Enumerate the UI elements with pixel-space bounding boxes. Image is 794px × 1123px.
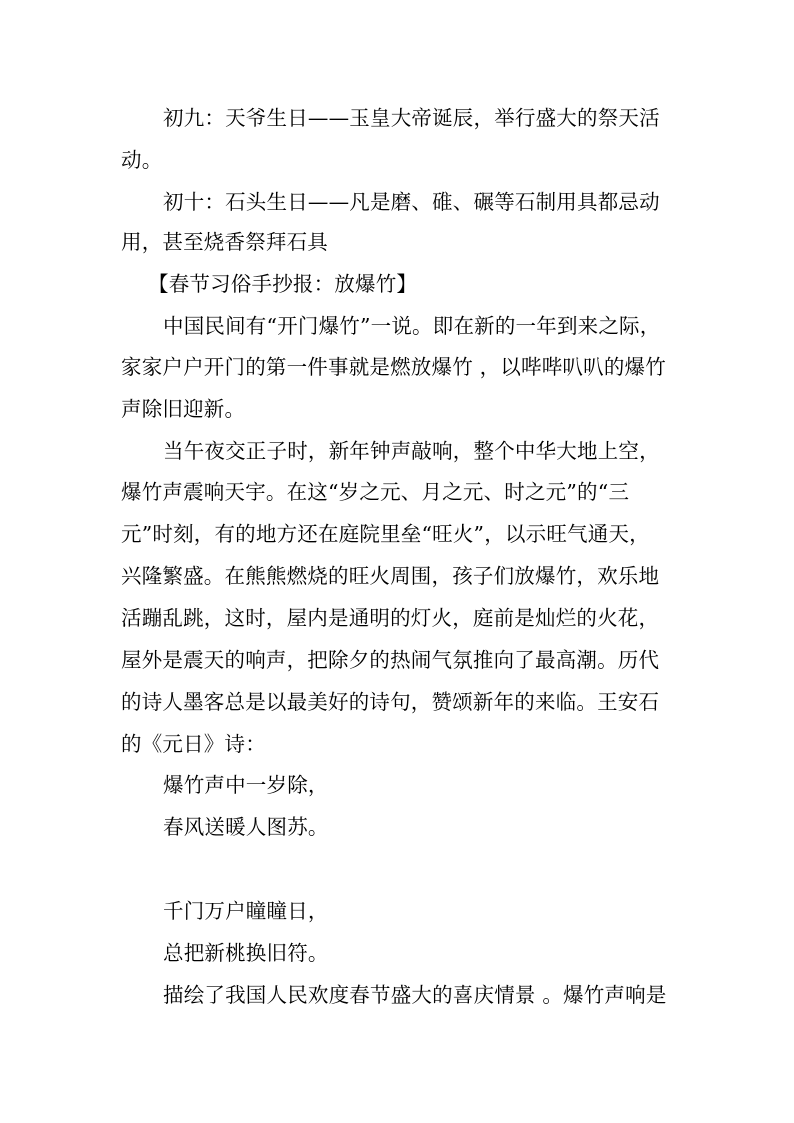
- paragraph-day10-line2: 用，甚至烧香祭拜石具: [121, 230, 328, 254]
- paragraph-midnight-line4: 兴隆繁盛。在熊熊燃烧的旺火周围，孩子们放爆竹，欢乐地: [121, 564, 660, 588]
- paragraph-midnight-line2: 爆竹声震响天宇。在这“岁之元、月之元、时之元”的“三: [121, 480, 630, 504]
- paragraph-midnight-line7: 的诗人墨客总是以最美好的诗句，赞颂新年的来临。王安石: [121, 690, 660, 714]
- paragraph-midnight-line6: 屋外是震天的响声，把除夕的热闹气氛推向了最高潮。历代: [121, 648, 660, 672]
- paragraph-midnight-line1: 当午夜交正子时，新年钟声敲响，整个中华大地上空，: [163, 439, 660, 463]
- paragraph-midnight-line5: 活蹦乱跳，这时，屋内是通明的灯火，庭前是灿烂的火花，: [121, 606, 660, 630]
- poem-line-1: 爆竹声中一岁除，: [163, 773, 329, 797]
- paragraph-day10-line1: 初十：石头生日——凡是磨、碓、碾等石制用具都忌动: [163, 190, 660, 214]
- poem-line-3: 千门万户瞳瞳日，: [163, 899, 329, 923]
- poem-line-4: 总把新桃换旧符。: [163, 941, 329, 965]
- paragraph-firecrackers-line2: 家家户户开门的第一件事就是燃放爆竹 ，以哔哔叭叭的爆竹: [121, 355, 666, 379]
- section-heading: 【春节习俗手抄报：放爆竹】: [148, 272, 418, 296]
- paragraph-day9-line2: 动。: [121, 148, 163, 172]
- paragraph-closing-line1: 描绘了我国人民欢度春节盛大的喜庆情景 。爆竹声响是: [163, 983, 667, 1007]
- paragraph-firecrackers-line1: 中国民间有“开门爆竹”一说。即在新的一年到来之际，: [163, 314, 661, 338]
- paragraph-midnight-line3: 元”时刻，有的地方还在庭院里垒“旺火”，以示旺气通天，: [121, 522, 650, 546]
- paragraph-midnight-line8: 的《元日》诗：: [121, 732, 266, 756]
- poem-line-2: 春风送暖人图苏。: [163, 815, 329, 839]
- paragraph-firecrackers-line3: 声除旧迎新。: [121, 397, 246, 421]
- paragraph-day9-line1: 初九：天爷生日——玉皇大帝诞辰，举行盛大的祭天活: [163, 106, 660, 130]
